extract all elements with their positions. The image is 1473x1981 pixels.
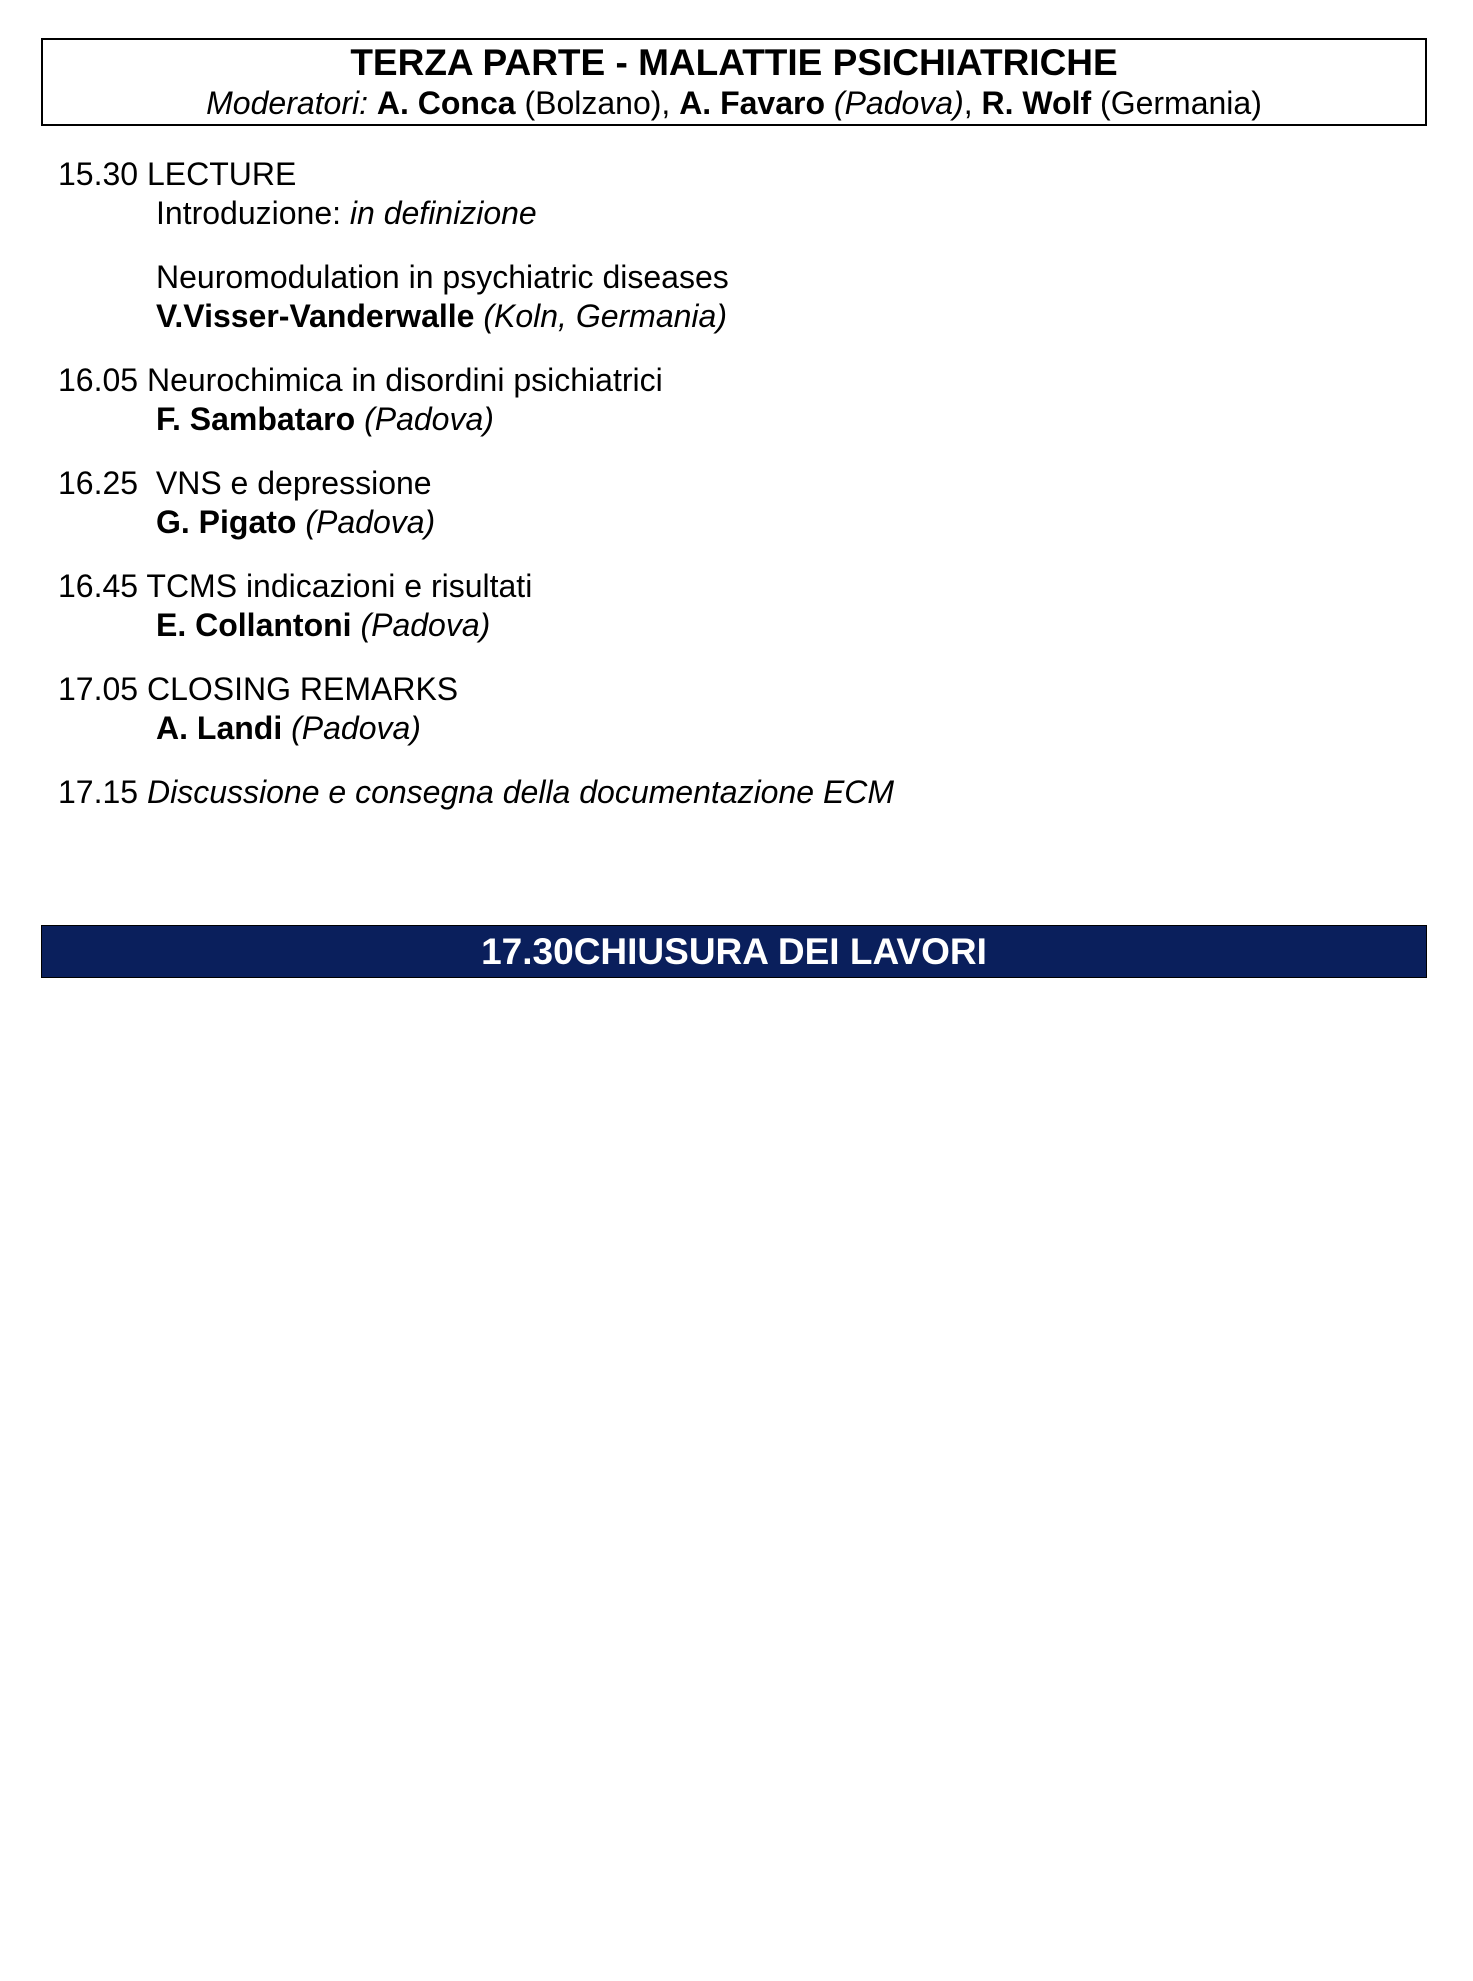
speaker-line — [58, 400, 1408, 439]
speaker-name: E. Collantoni — [156, 607, 352, 643]
agenda-time: 16.45 — [58, 568, 139, 604]
speaker-name: G. Pigato — [156, 504, 297, 540]
speaker-place: (Koln, Germania) — [483, 298, 727, 334]
lecture-speaker-line — [58, 297, 1408, 336]
moderators-label: Moderatori: — [206, 85, 368, 121]
speaker-line — [58, 709, 1408, 748]
agenda-time: 17.05 — [58, 671, 139, 707]
speaker-place: (Padova) — [291, 710, 421, 746]
speaker-place: (Padova) — [364, 401, 494, 437]
speaker-line — [58, 606, 1408, 645]
agenda-title: Discussione e consegna della documentazione ECM — [146, 774, 895, 810]
agenda-time: 17.15 — [58, 774, 139, 810]
agenda-time: 16.25 — [58, 465, 139, 501]
speaker-place: (Padova) — [305, 504, 436, 540]
speaker-name: V.Visser-Vanderwalle — [156, 298, 475, 334]
speaker-name: F. Sambataro — [156, 401, 356, 437]
moderator-name: A. Favaro — [679, 85, 826, 121]
moderator-place: (Germania) — [1100, 85, 1262, 121]
intro-label: Introduzione: — [156, 195, 342, 231]
section-title: TERZA PARTE - MALATTIE PSICHIATRICHE — [350, 42, 1118, 83]
agenda-item — [58, 464, 1408, 503]
section-header — [41, 38, 1427, 126]
moderator-name: R. Wolf — [981, 85, 1092, 121]
moderator-place: (Padova) — [833, 85, 964, 121]
agenda-title: Neurochimica in disordini psichiatrici — [146, 362, 663, 398]
agenda-item-final — [58, 773, 1408, 812]
moderators-line: Moderatori: A. Conca (Bolzano), A. Favaro (Padova), R. Wolf (Germania) — [206, 85, 1262, 121]
speaker-place: (Padova) — [360, 607, 491, 643]
speaker-name: A. Landi — [156, 710, 283, 746]
agenda-item — [58, 670, 1408, 709]
intro-value: in definizione — [349, 195, 537, 231]
agenda-title: VNS e depressione — [155, 465, 432, 501]
agenda-time: 15.30 — [58, 156, 139, 192]
agenda-title: TCMS indicazioni e risultati — [146, 568, 533, 604]
lecture-topic: Neuromodulation in psychiatric diseases — [156, 259, 729, 295]
moderator-name: A. Conca — [376, 85, 516, 121]
agenda-title: LECTURE — [146, 156, 297, 192]
agenda-title: CLOSING REMARKS — [146, 671, 459, 707]
agenda-item — [58, 567, 1408, 606]
agenda-item — [58, 361, 1408, 400]
moderator-place: (Bolzano) — [524, 85, 662, 121]
speaker-line — [58, 503, 1408, 542]
lecture-intro — [58, 194, 1408, 233]
agenda-time: 16.05 — [58, 362, 139, 398]
agenda-item-lecture — [58, 155, 1408, 194]
agenda — [58, 155, 1408, 812]
closing-banner: 17.30CHIUSURA DEI LAVORI — [41, 925, 1427, 978]
